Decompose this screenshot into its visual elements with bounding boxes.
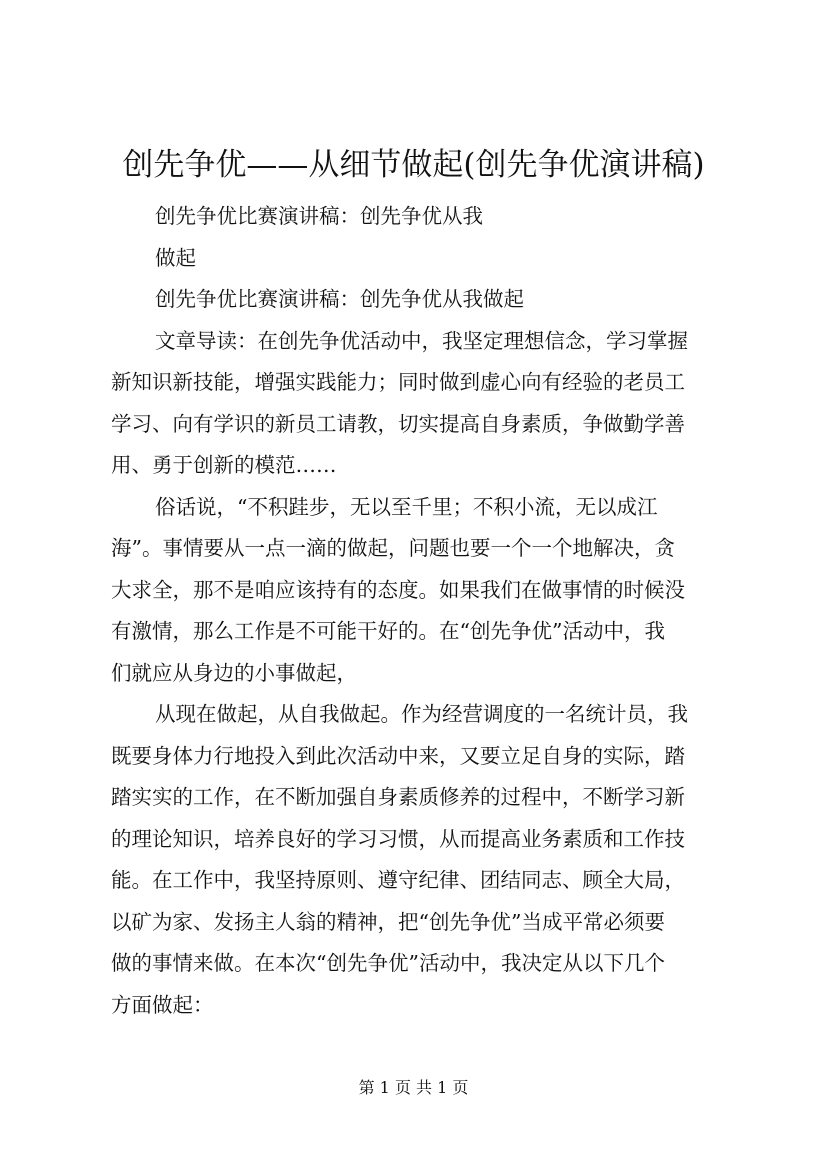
paragraph-line: 从现在做起，从自我做起。作为经营调度的一名统计员，我 [155,702,688,726]
paragraph-line: 的理论知识，培养良好的学习习惯，从而提高业务素质和工作技 [111,826,685,851]
paragraph-line: 新知识新技能，增强实践能力；同时做到虚心向有经验的老员工 [111,370,685,394]
paragraph-line: 俗话说，“不积跬步，无以至千里；不积小流，无以成江 [155,494,658,519]
document-title: 创先争优——从细节做起(创先争优演讲稿) [122,147,705,183]
paragraph-line: 有激情，那么工作是不可能干好的。在“创先争优”活动中，我 [111,619,665,643]
paragraph-line: 做起 [155,245,196,270]
paragraph-line: 大求全，那不是咱应该持有的态度。如果我们在做事情的时候没 [111,577,685,602]
paragraph-line: 能。在工作中，我坚持原则、遵守纪律、团结同志、顾全大局， [111,868,685,892]
document-body [111,196,723,1026]
paragraph-line: 创先争优比赛演讲稿：创先争优从我做起 [155,287,524,311]
paragraph-line: 以矿为家、发扬主人翁的精神，把“创先争优”当成平常必须要 [111,909,665,934]
paragraph-line: 用、勇于创新的模范…… [111,453,337,477]
paragraph-line: 学习、向有学识的新员工请教，切实提高自身素质，争做勤学善 [111,411,685,436]
paragraph-line: 创先争优比赛演讲稿：创先争优从我 [155,204,483,228]
paragraph-line: 文章导读：在创先争优活动中，我坚定理想信念，学习掌握 [155,328,688,353]
paragraph-line: 们就应从身边的小事做起， [111,660,357,685]
paragraph-line: 既要身体力行地投入到此次活动中来，又要立足自身的实际，踏 [111,743,685,768]
page-footer: 第 1 页 共 1 页 [358,1078,469,1097]
paragraph-line: 做的事情来做。在本次“创先争优”活动中，我决定从以下几个 [111,951,665,975]
paragraph-line: 海”。事情要从一点一滴的做起，问题也要一个一个地解决，贪 [111,536,675,560]
paragraph-line: 方面做起： [111,992,214,1017]
paragraph-line: 踏实实的工作，在不断加强自身素质修养的过程中，不断学习新 [111,785,685,809]
